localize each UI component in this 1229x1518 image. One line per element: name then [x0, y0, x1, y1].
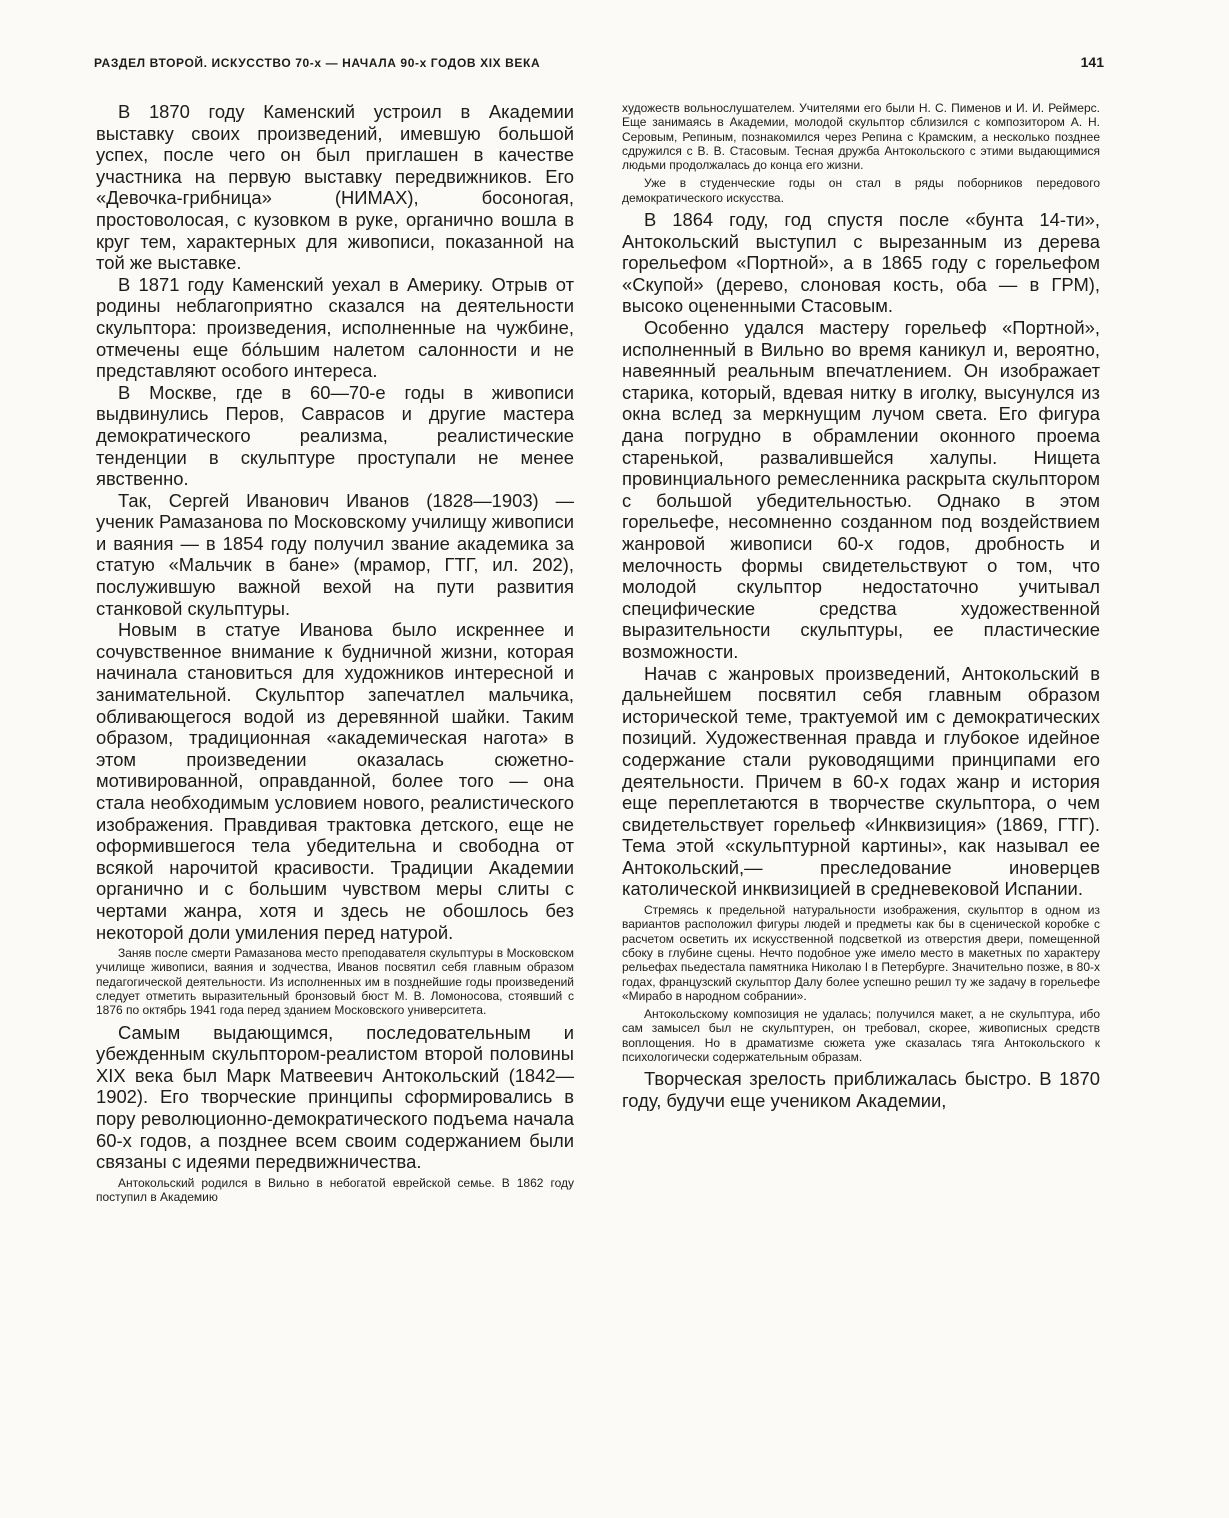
right-column	[622, 101, 1100, 1431]
page-number: 141	[1080, 54, 1104, 70]
running-head	[94, 56, 1104, 76]
small-print-note: Уже в студенческие годы он стал в ряды поборников передового демократического искусства.	[622, 176, 1100, 205]
paragraph: Начав с жанровых произведений, Антокольский в дальнейшем посвятил себя главным образом исторической теме, трактуемой им с демократических позиций. Художественная правда и глубокое идейное содержание стали руководящими принципами его деятельности. Причем в 60-х годах жанр и история еще переплетаются в творчестве скульптора, о чем свидетельствует горельеф «Инквизиция» (1869, ГТГ). Тема этой «скульптурной картины», как называл ее Антокольский,— преследование иноверцев католической инквизицией в средневековой Испании.	[622, 662, 1100, 900]
small-print-note: Антокольскому композиция не удалась; получился макет, а не скульптура, ибо сам замысел был не скульптурен, он требовал, скорее, живописных средств воплощения. Но в драматизме сюжета уже сказалась тяга Антокольского к психологически содержательным образам.	[622, 1007, 1100, 1065]
paragraph: В 1870 году Каменский устроил в Академии выставку своих произведений, имевшую большой успех, после чего он был приглашен в качестве участника на первую выставку передвижников. Его «Девочка-грибница» (НИМАХ), босоногая, простоволосая, с кузовком в руке, органично вошла в круг тем, характерных для живописи, показанной на той же выставке.	[96, 101, 574, 274]
paragraph: Особенно удался мастеру горельеф «Портной», исполненный в Вильно во время каникул и, вероятно, навеянный реальным впечатлением. Он изображает старика, который, вдевая нитку в иголку, высунулся из окна вслед за меркнущим лучом света. Его фигура дана погрудно в обрамлении оконного проема старенькой, развалившейся халупы. Нищета провинциального ремесленника раскрыта скульптором с большой убедительностью. Однако в этом горельефе, несомненно созданном под воздействием жанровой живописи 60-х годов, дробность и мелочность формы свидетельствуют о том, что молодой скульптор недостаточно учитывал специфические средства художественной выразительности скульптуры, ее пластические возможности.	[622, 317, 1100, 662]
paragraph: Творческая зрелость приближалась быстро. В 1870 году, будучи еще учеником Академии,	[622, 1068, 1100, 1111]
running-title: РАЗДЕЛ ВТОРОЙ. ИСКУССТВО 70-х — НАЧАЛА 90-х ГОДОВ XIX ВЕКА	[94, 56, 541, 70]
paragraph: В 1864 году, год спустя после «бунта 14-ти», Антокольский выступил с вырезанным из дерева горельефом «Портной», а в 1865 году с горельефом «Скупой» (дерево, слоновая кость, оба — в ГРМ), высоко оцененными Стасовым.	[622, 209, 1100, 317]
paragraph: Новым в статуе Иванова было искреннее и сочувственное внимание к будничной жизни, которая начинала становиться для художников интересной и занимательной. Скульптор запечатлел мальчика, обливающегося водой из деревянной шайки. Таким образом, традиционная «академическая нагота» в этом произведении оказалась сюжетно-мотивированной, оправданной, более того — она стала необходимым условием нового, реалистического изображения. Правдивая трактовка детского, еще не оформившегося тела убедительна и свободна от всякой нарочитой красивости. Традиции Академии органично и с большим чувством меры слиты с чертами жанра, хотя и здесь не обошлось без некоторой доли умиления перед натурой.	[96, 619, 574, 943]
paragraph: В 1871 году Каменский уехал в Америку. Отрыв от родины неблагоприятно сказался на деятельности скульптора: произведения, исполненные на чужбине, отмечены еще бо́льшим налетом салонности и не представляют особого интереса.	[96, 273, 574, 382]
small-print-note: Стремясь к предельной натуральности изображения, скульптор в одном из вариантов расположил фигуры людей и предметы как бы в сценической коробке с расчетом осветить их искусственной подсветкой из отверстия двери, помещенной сбоку в глубине сцены. Нечто подобное уже имело место в макетных по характеру рельефах пьедестала памятника Николаю I в Петербурге. Значительно позже, в 80-х годах, французский скульптор Далу более успешно решил ту же задачу в горельефе «Мирабо в народном собрании».	[622, 903, 1100, 1003]
paragraph: В Москве, где в 60—70-е годы в живописи выдвинулись Перов, Саврасов и другие мастера демократического реализма, реалистические тенденции в скульптуре проступали не менее явственно.	[96, 381, 574, 490]
small-print-note-continued: художеств вольнослушателем. Учителями его были Н. С. Пименов и И. И. Реймерс. Еще занимаясь в Академии, молодой скульптор сблизился с композитором А. Н. Серовым, Репиным, познакомился через Репина с Крамским, а несколько позднее сдружился с В. В. Стасовым. Тесная дружба Антокольского с этими выдающимися людьми продолжалась до конца его жизни.	[622, 101, 1100, 173]
left-column	[96, 101, 574, 1431]
small-print-note: Антокольский родился в Вильно в небогатой еврейской семье. В 1862 году поступил в Академию	[96, 1175, 574, 1205]
small-print-note: Заняв после смерти Рамазанова место преподавателя скульптуры в Московском училище живописи, ваяния и зодчества, Иванов посвятил себя главным образом педагогической деятельности. Из исполненных им в позднейшие годы произведений следует отметить выразительный бронзовый бюст М. В. Ломоносова, стоявший с 1876 по октябрь 1941 года перед зданием Московского университета.	[96, 946, 574, 1018]
paragraph: Самым выдающимся, последовательным и убежденным скульптором-реалистом второй половины XIX века был Марк Матвеевич Антокольский (1842—1902). Его творческие принципы сформировались в пору революционно-демократического подъема начала 60-х годов, а позднее всем своим содержанием были связаны с идеями передвижничества.	[96, 1021, 574, 1173]
paragraph: Так, Сергей Иванович Иванов (1828—1903) — ученик Рамазанова по Московскому училищу живописи и ваяния — в 1854 году получил звание академика за статую «Мальчик в бане» (мрамор, ГТГ, ил. 202), послужившую важной вехой на пути развития станковой скульптуры.	[96, 489, 574, 619]
